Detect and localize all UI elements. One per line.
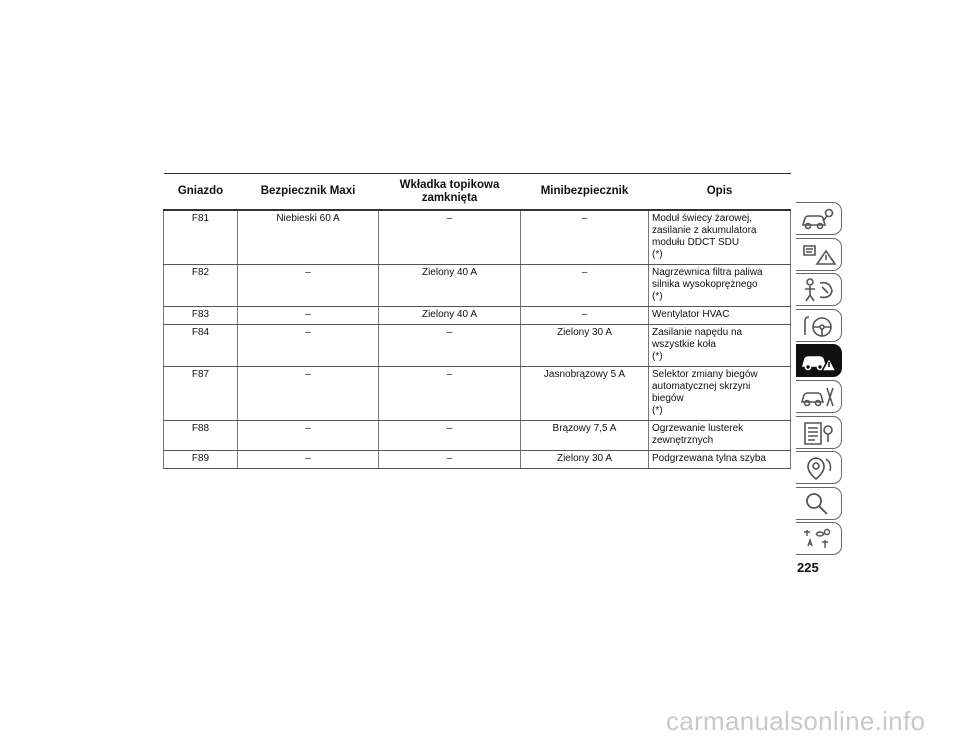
cell-gniazdo: F89 [164,451,238,469]
opis-text: Zasilanie napędu na wszystkie koła (*) [652,327,743,362]
tab-warning-lights[interactable] [796,238,842,271]
cell-mini: Zielony 30 A [521,325,649,367]
steering-wheel-icon [800,313,836,339]
header-opis: Opis [649,174,791,211]
cell-mini: Zielony 30 A [521,451,649,469]
tab-emergency[interactable] [796,344,842,377]
cell-wkladka: – [379,451,521,469]
cell-opis [649,451,791,469]
opis-text: Moduł świecy żarowej, zasilanie z akumulatora modułu DDCT SDU (*) [652,213,757,260]
cell-wkladka: – [379,367,521,421]
tab-safety[interactable] [796,273,842,306]
cell-opis [649,421,791,451]
cell-gniazdo: F83 [164,307,238,325]
table-row [164,421,791,451]
cell-mini: Jasnobrązowy 5 A [521,367,649,421]
cell-opis [649,210,791,265]
tab-starting-driving[interactable] [796,309,842,342]
multimedia-icon [800,455,836,481]
tab-servicing[interactable] [796,380,842,413]
cell-maxi: – [238,451,379,469]
opis-text: Wentylator HVAC [652,309,730,320]
cell-mini: Brązowy 7,5 A [521,421,649,451]
cell-mini: – [521,210,649,265]
cell-maxi: – [238,421,379,451]
opis-text: Selektor zmiany biegów automatycznej skrzyni biegów (*) [652,369,758,416]
cell-gniazdo: F84 [164,325,238,367]
cell-gniazdo: F87 [164,367,238,421]
table-row [164,307,791,325]
tab-index[interactable] [796,487,842,520]
languages-icon [800,526,836,552]
cell-opis [649,307,791,325]
opis-text: Podgrzewana tylna szyba [652,453,766,464]
cell-wkladka: – [379,210,521,265]
table-row [164,265,791,307]
header-bezpiecznik-maxi: Bezpiecznik Maxi [238,174,379,211]
specifications-icon [800,420,836,446]
cell-wkladka: Zielony 40 A [379,307,521,325]
cell-wkladka: Zielony 40 A [379,265,521,307]
table-row [164,367,791,421]
safety-airbag-icon [800,277,836,303]
header-minibezpiecznik: Minibezpiecznik [521,174,649,211]
opis-text: Ogrzewanie lusterek zewnętrznych [652,423,744,446]
cell-mini: – [521,265,649,307]
cell-opis [649,265,791,307]
cell-wkladka: – [379,421,521,451]
cell-maxi: – [238,325,379,367]
cell-gniazdo: F88 [164,421,238,451]
car-key-icon [800,206,836,232]
car-service-icon [800,384,836,410]
fuse-table [163,173,791,469]
header-wkladka-text: Wkładka topikowa zamknięta [399,178,500,204]
table-header-row [164,174,791,211]
opis-text: Nagrzewnica filtra paliwa silnika wysokoprężnego (*) [652,267,763,302]
header-wkladka-topikowa [379,174,521,211]
tab-technical-specifications[interactable] [796,416,842,449]
warning-lights-icon [800,242,836,268]
cell-maxi: – [238,307,379,325]
cell-wkladka: – [379,325,521,367]
cell-gniazdo: F82 [164,265,238,307]
cell-maxi: – [238,265,379,307]
chapter-tabs [796,202,842,558]
cell-mini: – [521,307,649,325]
cell-opis [649,367,791,421]
cell-maxi: – [238,367,379,421]
cell-opis [649,325,791,367]
table-row [164,210,791,265]
search-index-icon [800,491,836,517]
emergency-car-icon [800,348,836,374]
tab-car-key[interactable] [796,202,842,235]
tab-languages[interactable] [796,522,842,555]
page-number: 225 [797,560,819,575]
header-gniazdo: Gniazdo [164,174,238,211]
tab-multimedia[interactable] [796,451,842,484]
cell-maxi: Niebieski 60 A [238,210,379,265]
table-row [164,325,791,367]
watermark[interactable]: carmanualsonline.info [666,706,926,736]
table-row [164,451,791,469]
cell-gniazdo: F81 [164,210,238,265]
